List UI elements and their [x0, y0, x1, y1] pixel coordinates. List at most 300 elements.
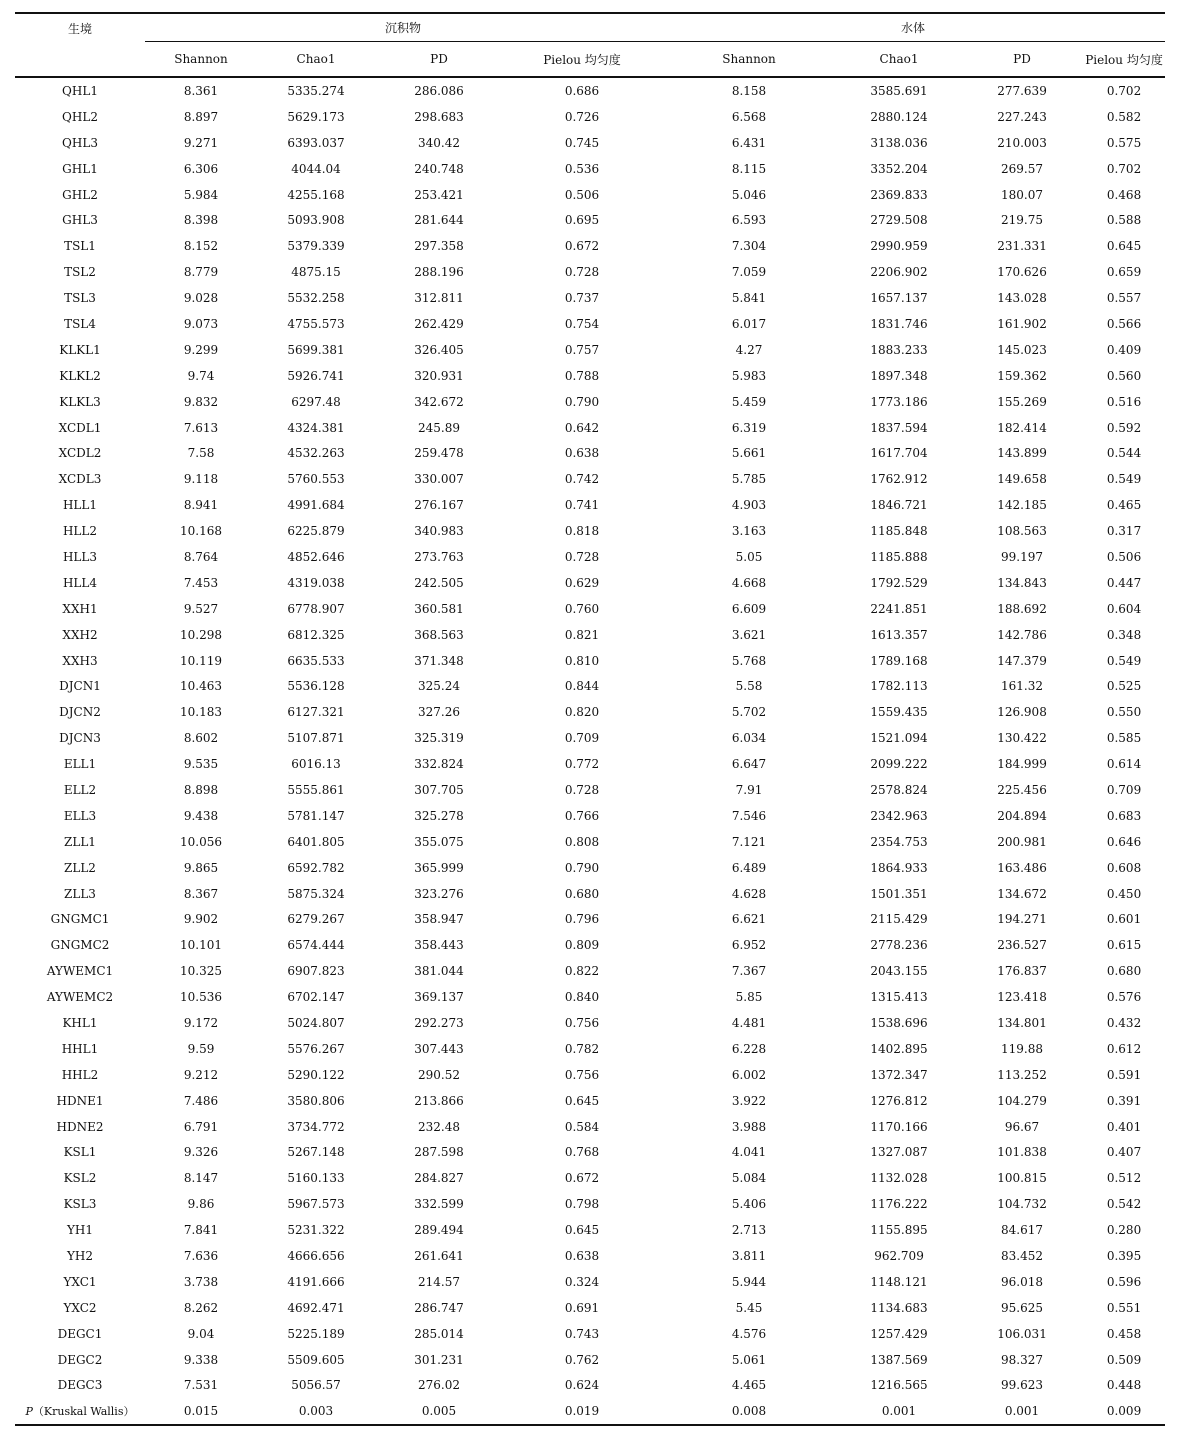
value-cell: 5875.324	[287, 886, 345, 901]
value-cell: 276.02	[418, 1378, 460, 1393]
value-cell: 6.002	[731, 1067, 767, 1082]
p-value-cell: 0.001	[837, 1398, 961, 1425]
value-cell: 7.546	[731, 808, 767, 823]
value-cell: 292.273	[414, 1016, 464, 1030]
value-cell: 0.754	[564, 316, 600, 331]
table-row	[15, 725, 1165, 751]
value-cell: 0.588	[1106, 213, 1142, 228]
table-row	[15, 1321, 1165, 1347]
value-cell: 6592.782	[287, 860, 345, 875]
value-cell: 326.405	[414, 342, 464, 357]
value-cell: 276.167	[414, 498, 464, 513]
value-cell: 5024.807	[287, 1016, 345, 1030]
value-cell: 0.536	[564, 161, 600, 176]
value-cell: 0.840	[564, 990, 600, 1005]
column-header-row	[15, 42, 1165, 78]
value-cell: 134.801	[997, 1016, 1047, 1030]
value-cell: 0.737	[564, 291, 600, 306]
value-cell: 2206.902	[870, 265, 928, 280]
value-cell: 100.815	[997, 1171, 1047, 1186]
value-cell: 1657.137	[870, 291, 928, 306]
value-cell: 312.811	[414, 291, 464, 306]
value-cell: 1257.429	[870, 1326, 928, 1341]
value-cell: 5335.274	[287, 83, 345, 98]
value-cell: 4324.381	[287, 420, 345, 435]
value-cell: 3580.806	[287, 1093, 345, 1108]
site-cell: HHL1	[61, 1041, 99, 1056]
site-cell: HLL1	[62, 498, 98, 513]
value-cell: 1792.529	[870, 575, 928, 590]
value-cell: 5760.553	[287, 472, 345, 487]
value-cell: 4319.038	[287, 575, 345, 590]
water-header: 水体	[661, 13, 1165, 42]
value-cell: 4191.666	[287, 1274, 345, 1289]
site-cell: XXH3	[62, 653, 98, 668]
value-cell: 273.763	[414, 549, 464, 564]
value-cell: 369.137	[414, 990, 464, 1005]
value-cell: 236.527	[997, 938, 1047, 953]
value-cell: 2369.833	[870, 187, 928, 202]
value-cell: 5536.128	[287, 679, 345, 694]
value-cell: 8.147	[183, 1171, 219, 1186]
value-cell: 0.447	[1106, 575, 1142, 590]
value-cell: 5509.605	[287, 1352, 345, 1367]
site-cell: GNGMC2	[50, 938, 110, 953]
value-cell: 0.576	[1106, 990, 1142, 1005]
value-cell: 2354.753	[870, 834, 928, 849]
value-cell: 0.280	[1106, 1223, 1142, 1238]
value-cell: 342.672	[414, 394, 464, 409]
value-cell: 0.624	[564, 1378, 600, 1393]
value-cell: 219.75	[1001, 213, 1044, 228]
value-cell: 176.837	[997, 964, 1047, 979]
value-cell: 5.841	[731, 291, 767, 306]
value-cell: 1782.113	[870, 679, 928, 694]
value-cell: 225.456	[997, 782, 1047, 797]
table-row	[15, 673, 1165, 699]
value-cell: 5.406	[731, 1197, 767, 1212]
value-cell: 6907.823	[287, 964, 345, 979]
table-row	[15, 1347, 1165, 1373]
value-cell: 0.820	[564, 705, 600, 720]
value-cell: 284.827	[414, 1171, 464, 1186]
value-cell: 126.908	[997, 705, 1047, 720]
value-cell: 307.705	[414, 782, 464, 797]
value-cell: 1185.888	[870, 549, 928, 564]
value-cell: 134.672	[997, 886, 1047, 901]
value-cell: 0.756	[564, 1016, 600, 1030]
value-cell: 1176.222	[870, 1197, 928, 1212]
value-cell: 9.527	[183, 601, 219, 616]
table-row	[15, 622, 1165, 648]
table-row	[15, 1243, 1165, 1269]
value-cell: 5.45	[735, 1300, 763, 1315]
value-cell: 6.593	[731, 213, 767, 228]
table-row	[15, 77, 1165, 104]
table-row	[15, 415, 1165, 441]
value-cell: 0.512	[1106, 1171, 1142, 1186]
value-cell: 7.121	[731, 834, 767, 849]
value-cell: 259.478	[414, 446, 464, 461]
value-cell: 8.115	[731, 161, 767, 176]
value-cell: 10.325	[180, 964, 222, 979]
value-cell: 6401.805	[287, 834, 345, 849]
value-cell: 5.061	[731, 1352, 767, 1367]
value-cell: 130.422	[997, 731, 1047, 746]
site-cell: AYWEMC1	[46, 964, 114, 979]
value-cell: 0.582	[1106, 109, 1142, 124]
value-cell: 8.779	[183, 265, 219, 280]
table-row	[15, 699, 1165, 725]
table-row	[15, 932, 1165, 958]
value-cell: 6225.879	[287, 524, 345, 539]
table-row	[15, 596, 1165, 622]
value-cell: 4255.168	[287, 187, 345, 202]
table-row	[15, 570, 1165, 596]
value-cell: 0.448	[1106, 1378, 1142, 1393]
value-cell: 4.27	[735, 342, 763, 357]
value-cell: 1387.569	[870, 1352, 928, 1367]
value-cell: 0.348	[1106, 627, 1142, 642]
value-cell: 188.692	[997, 601, 1047, 616]
value-cell: 0.645	[564, 1093, 600, 1108]
p-value-cell: 0.008	[661, 1398, 837, 1425]
value-cell: 0.409	[1106, 342, 1142, 357]
site-cell: AYWEMC2	[46, 990, 114, 1005]
site-cell: HLL2	[62, 524, 98, 539]
value-cell: 0.585	[1106, 731, 1142, 746]
value-cell: 6279.267	[287, 912, 345, 927]
value-cell: 0.525	[1106, 679, 1142, 694]
site-cell: XXH2	[62, 627, 98, 642]
value-cell: 10.298	[180, 627, 222, 642]
site-cell: KSL3	[63, 1197, 97, 1212]
value-cell: 4.465	[731, 1378, 767, 1393]
value-cell: 1170.166	[870, 1119, 928, 1134]
value-cell: 1883.233	[870, 342, 928, 357]
table-row	[15, 1217, 1165, 1243]
value-cell: 0.560	[1106, 368, 1142, 383]
value-cell: 0.638	[564, 1249, 600, 1264]
value-cell: 2241.851	[870, 601, 928, 616]
table-row	[15, 1140, 1165, 1166]
table-row	[15, 337, 1165, 363]
value-cell: 0.798	[564, 1197, 600, 1212]
value-cell: 9.04	[187, 1326, 215, 1341]
site-cell: YXC2	[63, 1300, 97, 1315]
value-cell: 7.636	[183, 1249, 219, 1264]
value-cell: 2778.236	[870, 938, 928, 953]
column-header: Chao1	[837, 42, 961, 78]
p-value-cell: 0.005	[375, 1398, 503, 1425]
table-row	[15, 751, 1165, 777]
value-cell: 0.788	[564, 368, 600, 383]
value-cell: 7.58	[187, 446, 215, 461]
value-cell: 159.362	[997, 368, 1047, 383]
value-cell: 358.443	[414, 938, 464, 953]
site-cell: YH1	[66, 1223, 94, 1238]
value-cell: 7.613	[183, 420, 219, 435]
value-cell: 9.326	[183, 1145, 219, 1160]
value-cell: 332.824	[414, 757, 464, 772]
value-cell: 0.604	[1106, 601, 1142, 616]
site-cell: QHL3	[62, 135, 98, 150]
value-cell: 6.017	[731, 316, 767, 331]
p-value-cell: 0.003	[257, 1398, 375, 1425]
value-cell: 1864.933	[870, 860, 928, 875]
table-row	[15, 130, 1165, 156]
table-row	[15, 907, 1165, 933]
site-cell: TSL2	[64, 265, 96, 280]
value-cell: 4666.656	[287, 1249, 345, 1264]
site-cell: KSL1	[63, 1145, 97, 1160]
value-cell: 1327.087	[870, 1145, 928, 1160]
value-cell: 1831.746	[870, 316, 928, 331]
value-cell: 6.568	[731, 109, 767, 124]
value-cell: 200.981	[997, 834, 1047, 849]
value-cell: 5699.381	[287, 342, 345, 357]
value-cell: 5967.573	[287, 1197, 345, 1212]
value-cell: 6127.321	[287, 705, 345, 720]
value-cell: 0.756	[564, 1067, 600, 1082]
value-cell: 5.983	[731, 368, 767, 383]
value-cell: 108.563	[997, 524, 1047, 539]
value-cell: 0.557	[1106, 291, 1142, 306]
value-cell: 10.463	[180, 679, 222, 694]
site-cell: TSL3	[64, 291, 96, 306]
table-row	[15, 440, 1165, 466]
value-cell: 161.902	[997, 316, 1047, 331]
value-cell: 1837.594	[870, 420, 928, 435]
site-cell: ZLL3	[64, 886, 96, 901]
value-cell: 5231.322	[287, 1223, 345, 1238]
table-row	[15, 466, 1165, 492]
value-cell: 9.74	[187, 368, 215, 383]
value-cell: 9.073	[183, 316, 219, 331]
value-cell: 106.031	[997, 1326, 1047, 1341]
value-cell: 5.084	[731, 1171, 767, 1186]
value-cell: 1276.812	[870, 1093, 928, 1108]
value-cell: 8.262	[183, 1300, 219, 1315]
value-cell: 340.983	[414, 524, 464, 539]
table-row	[15, 1269, 1165, 1295]
value-cell: 0.458	[1106, 1326, 1142, 1341]
value-cell: 0.809	[564, 938, 600, 953]
site-cell: HLL3	[62, 549, 98, 564]
value-cell: 4755.573	[287, 316, 345, 331]
value-cell: 9.299	[183, 342, 219, 357]
table-row	[15, 544, 1165, 570]
value-cell: 262.429	[414, 316, 464, 331]
value-cell: 8.941	[183, 498, 219, 513]
value-cell: 104.279	[997, 1093, 1047, 1108]
value-cell: 0.542	[1106, 1197, 1142, 1212]
value-cell: 0.672	[564, 1171, 600, 1186]
value-cell: 0.317	[1106, 524, 1142, 539]
value-cell: 289.494	[414, 1223, 464, 1238]
value-cell: 5.05	[735, 549, 763, 564]
value-cell: 9.86	[187, 1197, 215, 1212]
site-cell: KLKL2	[59, 368, 101, 383]
value-cell: 6635.533	[287, 653, 345, 668]
p-value-cell: 0.019	[503, 1398, 661, 1425]
value-cell: 6297.48	[291, 394, 341, 409]
value-cell: 10.168	[180, 524, 222, 539]
p-label-cell	[15, 1398, 145, 1425]
value-cell: 0.796	[564, 912, 600, 927]
value-cell: 0.680	[1106, 964, 1142, 979]
value-cell: 2043.155	[870, 964, 928, 979]
value-cell: 269.57	[1001, 161, 1044, 176]
value-cell: 1897.348	[870, 368, 928, 383]
site-cell: DEGC1	[57, 1326, 103, 1341]
value-cell: 340.42	[418, 135, 460, 150]
value-cell: 6.034	[731, 731, 767, 746]
value-cell: 0.468	[1106, 187, 1142, 202]
value-cell: 2342.963	[870, 808, 928, 823]
value-cell: 5225.189	[287, 1326, 345, 1341]
value-cell: 240.748	[414, 161, 464, 176]
value-cell: 7.531	[183, 1378, 219, 1393]
value-cell: 0.743	[564, 1326, 600, 1341]
value-cell: 4.903	[731, 498, 767, 513]
value-cell: 0.659	[1106, 265, 1142, 280]
value-cell: 253.421	[414, 187, 464, 202]
value-cell: 3.738	[183, 1274, 219, 1289]
table-row	[15, 1062, 1165, 1088]
value-cell: 0.768	[564, 1145, 600, 1160]
value-cell: 0.592	[1106, 420, 1142, 435]
value-cell: 5.768	[731, 653, 767, 668]
value-cell: 2.713	[731, 1223, 767, 1238]
value-cell: 3.922	[731, 1093, 767, 1108]
table-row	[15, 233, 1165, 259]
value-cell: 145.023	[997, 342, 1047, 357]
value-cell: 4852.646	[287, 549, 345, 564]
value-cell: 5.785	[731, 472, 767, 487]
table-row	[15, 182, 1165, 208]
table-row	[15, 1114, 1165, 1140]
value-cell: 1613.357	[870, 627, 928, 642]
column-header: Chao1	[257, 42, 375, 78]
value-cell: 1372.347	[870, 1067, 928, 1082]
value-cell: 8.361	[183, 83, 219, 98]
value-cell: 6393.037	[287, 135, 345, 150]
table-row	[15, 207, 1165, 233]
site-cell: HDNE1	[56, 1093, 104, 1108]
value-cell: 96.67	[1004, 1119, 1040, 1134]
site-cell: KHL1	[62, 1016, 98, 1030]
value-cell: 0.324	[564, 1274, 600, 1289]
table-row	[15, 1191, 1165, 1217]
value-cell: 0.745	[564, 135, 600, 150]
value-cell: 214.57	[418, 1274, 460, 1289]
value-cell: 0.646	[1106, 834, 1142, 849]
value-cell: 0.709	[1106, 782, 1142, 797]
site-cell: XCDL2	[58, 446, 102, 461]
table-body	[15, 77, 1165, 1425]
value-cell: 4532.263	[287, 446, 345, 461]
value-cell: 301.231	[414, 1352, 464, 1367]
site-cell: DJCN2	[59, 705, 101, 720]
value-cell: 2880.124	[870, 109, 928, 124]
value-cell: 184.999	[997, 757, 1047, 772]
table-row	[15, 803, 1165, 829]
value-cell: 0.702	[1106, 161, 1142, 176]
value-cell: 1216.565	[870, 1378, 928, 1393]
value-cell: 365.999	[414, 860, 464, 875]
value-cell: 330.007	[414, 472, 464, 487]
value-cell: 0.584	[564, 1119, 600, 1134]
value-cell: 1185.848	[870, 524, 928, 539]
value-cell: 286.747	[414, 1300, 464, 1315]
site-cell: QHL2	[62, 109, 98, 124]
column-header: PD	[375, 42, 503, 78]
value-cell: 325.278	[414, 808, 464, 823]
p-value-cell: 0.015	[145, 1398, 257, 1425]
value-cell: 5.85	[735, 990, 763, 1005]
value-cell: 0.575	[1106, 135, 1142, 150]
value-cell: 0.757	[564, 342, 600, 357]
value-cell: 4044.04	[291, 161, 341, 176]
value-cell: 232.48	[418, 1119, 460, 1134]
value-cell: 143.899	[997, 446, 1047, 461]
value-cell: 6.319	[731, 420, 767, 435]
value-cell: 8.398	[183, 213, 219, 228]
value-cell: 8.152	[183, 239, 219, 254]
value-cell: 371.348	[414, 653, 464, 668]
value-cell: 147.379	[997, 653, 1047, 668]
table-row	[15, 1295, 1165, 1321]
value-cell: 210.003	[997, 135, 1047, 150]
value-cell: 0.566	[1106, 316, 1142, 331]
value-cell: 4.576	[731, 1326, 767, 1341]
value-cell: 0.844	[564, 679, 600, 694]
value-cell: 0.596	[1106, 1274, 1142, 1289]
value-cell: 1559.435	[870, 705, 928, 720]
value-cell: 9.438	[183, 808, 219, 823]
value-cell: 1402.895	[870, 1041, 928, 1056]
value-cell: 0.506	[1106, 549, 1142, 564]
site-cell: YXC1	[63, 1274, 97, 1289]
value-cell: 1617.704	[870, 446, 928, 461]
site-cell: ELL1	[63, 757, 97, 772]
value-cell: 5.58	[735, 679, 763, 694]
value-cell: 0.726	[564, 109, 600, 124]
value-cell: 149.658	[997, 472, 1047, 487]
value-cell: 6778.907	[287, 601, 345, 616]
value-cell: 0.808	[564, 834, 600, 849]
value-cell: 6.228	[731, 1041, 767, 1056]
value-cell: 5532.258	[287, 291, 345, 306]
value-cell: 9.338	[183, 1352, 219, 1367]
value-cell: 213.866	[414, 1093, 464, 1108]
column-header: Pielou 均匀度	[1083, 42, 1165, 78]
value-cell: 0.760	[564, 601, 600, 616]
value-cell: 7.841	[183, 1223, 219, 1238]
value-cell: 6702.147	[287, 990, 345, 1005]
value-cell: 0.741	[564, 498, 600, 513]
value-cell: 0.728	[564, 265, 600, 280]
value-cell: 10.056	[180, 834, 222, 849]
value-cell: 1521.094	[870, 731, 928, 746]
value-cell: 0.509	[1106, 1352, 1142, 1367]
value-cell: 104.732	[997, 1197, 1047, 1212]
value-cell: 0.601	[1106, 912, 1142, 927]
value-cell: 2578.824	[870, 782, 928, 797]
value-cell: 5.046	[731, 187, 767, 202]
value-cell: 3734.772	[287, 1119, 345, 1134]
